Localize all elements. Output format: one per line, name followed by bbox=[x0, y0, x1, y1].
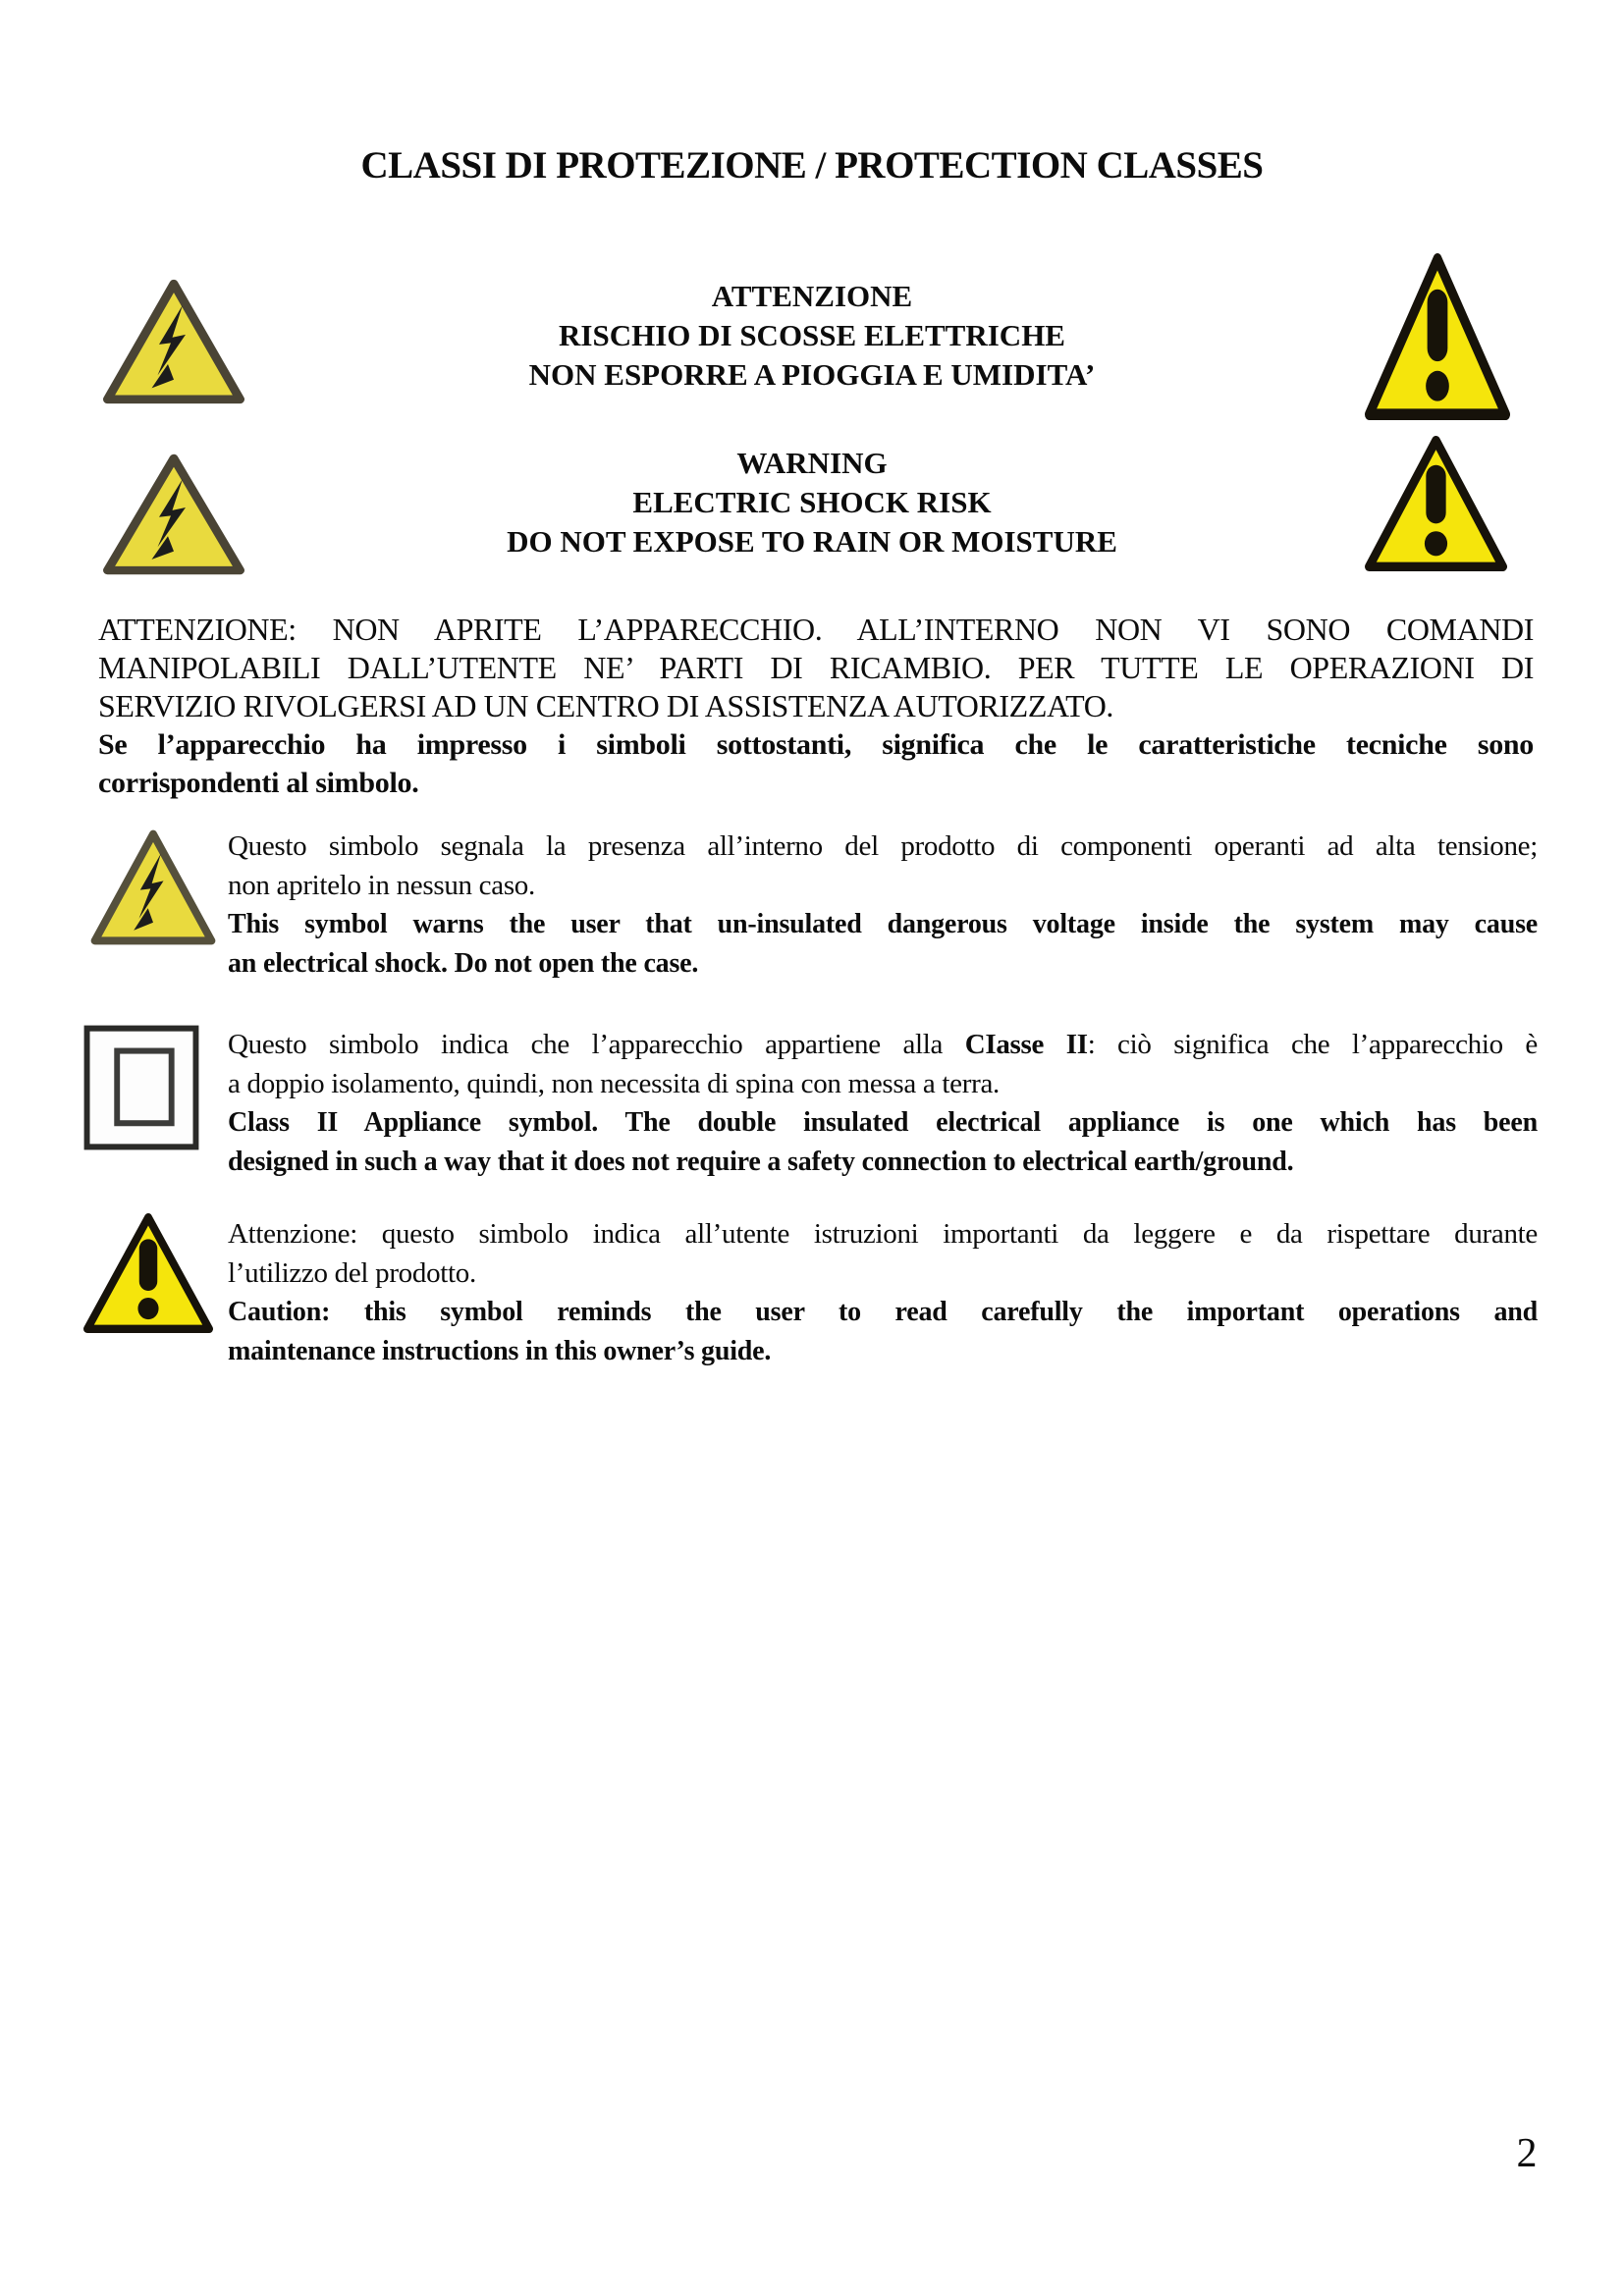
warning-it-line: NON ESPORRE A PIOGGIA E UMIDITA’ bbox=[528, 357, 1096, 392]
class2-it-bold: CIasse II bbox=[964, 1029, 1088, 1060]
notice-line: MANIPOLABILI DALL’UTENTE NE’ PARTI DI RICAMBIO. PER TUTTE LE OPERAZIONI DI bbox=[98, 650, 1534, 685]
page-title: CLASSI DI PROTEZIONE / PROTECTION CLASSES bbox=[360, 144, 1264, 187]
symbol-text-line: designed in such a way that it does not require a safety connection to electrical earth/ground. bbox=[228, 1147, 1294, 1177]
warning-it-line: RISCHIO DI SCOSSE ELETTRICHE bbox=[559, 318, 1065, 352]
symbol-text-line: an electrical shock. Do not open the case. bbox=[228, 948, 699, 979]
caution-exclamation-triangle-icon bbox=[83, 1213, 213, 1333]
warning-en-line: WARNING bbox=[736, 446, 888, 480]
symbol-text-line: Attenzione: questo simbolo indica all’utente istruzioni importanti da leggere e da rispettare durante bbox=[228, 1218, 1538, 1250]
high-voltage-triangle-icon bbox=[100, 452, 247, 577]
notice-line: ATTENZIONE: NON APRITE L’APPARECCHIO. ALL’INTERNO NON VI SONO COMANDI bbox=[98, 612, 1534, 647]
high-voltage-triangle-icon bbox=[100, 277, 247, 406]
class-ii-double-insulation-icon bbox=[83, 1025, 199, 1150]
notice-bold-line: corrispondenti al simbolo. bbox=[98, 767, 419, 799]
page-number: 2 bbox=[1516, 2131, 1538, 2176]
symbol-text-line: Caution: this symbol reminds the user to read carefully the important operations and bbox=[228, 1297, 1538, 1327]
symbol-text-line: l’utilizzo del prodotto. bbox=[228, 1257, 476, 1289]
warning-en-line: DO NOT EXPOSE TO RAIN OR MOISTURE bbox=[507, 524, 1117, 559]
caution-exclamation-triangle-icon bbox=[1365, 436, 1507, 571]
symbol-text-line: Questo simbolo segnala la presenza all’interno del prodotto di componenti operanti ad alta tensione; bbox=[228, 830, 1538, 862]
symbol-text-line: non apritelo in nessun caso. bbox=[228, 870, 535, 901]
class2-it-post: : ciò significa che l’apparecchio è bbox=[1087, 1029, 1538, 1060]
warning-heading-italian bbox=[295, 277, 1329, 395]
class2-it-pre: Questo simbolo indica che l’apparecchio appartiene alla bbox=[228, 1029, 965, 1060]
caution-symbol-description bbox=[228, 1214, 1538, 1371]
warning-it-line: ATTENZIONE bbox=[711, 279, 913, 313]
high-voltage-triangle-icon bbox=[88, 828, 218, 947]
caution-exclamation-triangle-icon bbox=[1365, 253, 1510, 420]
symbol-text-line: This symbol warns the user that un-insulated dangerous voltage inside the system may cause bbox=[228, 909, 1538, 939]
symbol-text-line: Class II Appliance symbol. The double insulated electrical appliance is one which has been bbox=[228, 1107, 1538, 1138]
warning-en-line: ELECTRIC SHOCK RISK bbox=[632, 485, 992, 519]
symbol-text-line: a doppio isolamento, quindi, non necessita di spina con messa a terra. bbox=[228, 1068, 1000, 1099]
symbol-text-line bbox=[228, 1025, 1538, 1064]
class-ii-symbol-description bbox=[228, 1025, 1538, 1182]
symbol-text-line: maintenance instructions in this owner’s guide. bbox=[228, 1336, 772, 1366]
warning-heading-english bbox=[295, 444, 1329, 561]
service-notice-paragraph bbox=[98, 611, 1534, 802]
notice-line: SERVIZIO RIVOLGERSI AD UN CENTRO DI ASSISTENZA AUTORIZZATO. bbox=[98, 688, 1114, 723]
notice-bold-line: Se l’apparecchio ha impresso i simboli sottostanti, significa che le caratteristiche tecniche sono bbox=[98, 728, 1534, 761]
high-voltage-symbol-description bbox=[228, 827, 1538, 984]
